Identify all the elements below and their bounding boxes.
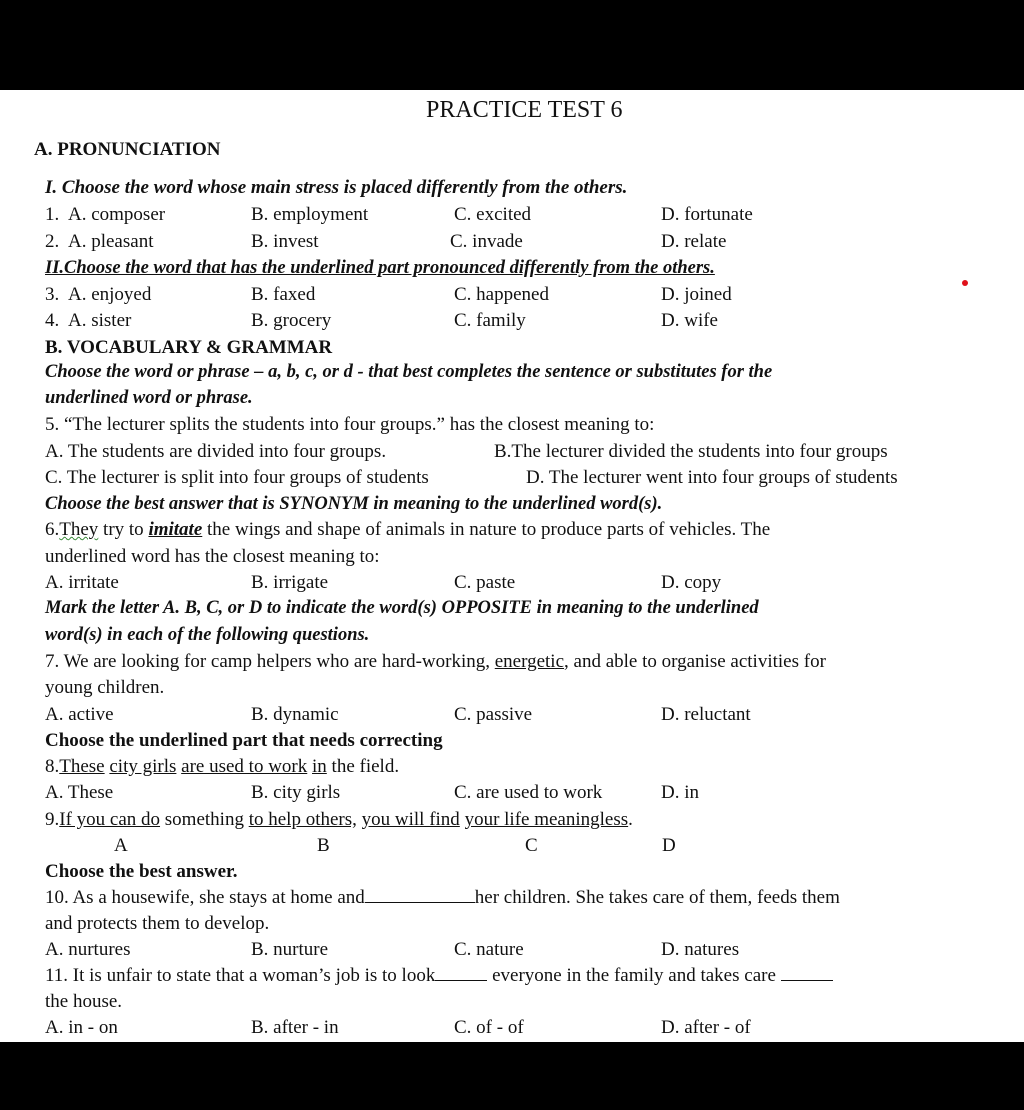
q9-part-a: If you can do [59,809,161,830]
q9-number: 9. [45,809,60,830]
q6-number: 6. [45,519,60,540]
q8-option-c: C. are used to work [454,782,603,803]
q8-option-d: D. in [661,782,699,803]
q8-part-a: These [59,756,105,777]
q4-option-a: A. sister [68,310,132,331]
q7-text-b: , and able to organise activities for [564,651,826,672]
q3-option-a: A. enjoyed [68,284,152,305]
q10-text-b: her children. She takes care of them, feeds them [474,887,840,908]
q5-option-a: A. The students are divided into four groups. [45,441,387,462]
q1-option-c: C. excited [454,204,532,225]
q9-part-d: your life meaningless [464,809,629,830]
q3-option-d: D. joined [661,284,732,305]
q11-option-a: A. in - on [45,1017,118,1038]
q4-option-b: B. grocery [251,310,332,331]
q5-option-d: D. The lecturer went into four groups of students [526,467,898,488]
q10-option-c: C. nature [454,939,524,960]
instruction-1-line2: underlined word or phrase. [45,388,253,408]
part2-instruction: II.Choose the word that has the underlined part pronounced differently from the others. [45,258,715,278]
q11-line2: the house. [45,991,123,1012]
q2-option-b: B. invest [251,231,319,252]
q9-letter-a: A [114,835,128,856]
part1-instruction: I. Choose the word whose main stress is placed differently from the others. [45,177,628,198]
q9-part-c: you will find [361,809,460,830]
q7-option-c: C. passive [454,704,533,725]
q4-option-d: D. wife [661,310,718,331]
q11-line1 [45,964,833,988]
q7-option-a: A. active [45,704,114,725]
q3-number: 3. [45,284,60,305]
q10-line1 [45,886,840,910]
section-a-heading: A. PRONUNCIATION [34,139,221,160]
q10-text-a: 10. As a housewife, she stays at home and [45,887,365,908]
q9-letter-c: C [525,835,538,856]
page-title: PRACTICE TEST 6 [426,97,623,123]
q11-option-c: C. of - of [454,1017,524,1038]
q11-answer-blank-1[interactable] [435,964,487,981]
q10-answer-blank[interactable] [365,886,475,903]
q8-option-a: A. These [45,782,114,803]
q6-text-b: the wings and shape of animals in nature to produce parts of vehicles. The [202,519,771,540]
q3-option-b: B. faxed [251,284,316,305]
q8-part-c: are used to work [181,756,308,777]
instruction-3-line1: Mark the letter A. B, C, or D to indicate the word(s) OPPOSITE in meaning to the underlined [45,598,759,618]
q2-option-d: D. relate [661,231,727,252]
q11-option-b: B. after - in [251,1017,339,1038]
q2-number: 2. [45,231,60,252]
instruction-5: Choose the best answer. [45,861,238,882]
q1-number: 1. [45,204,60,225]
q6-word-they: They [59,519,99,540]
q6-option-a: A. irritate [45,572,119,593]
q7-option-d: D. reluctant [661,704,751,725]
q6-option-b: B. irrigate [251,572,329,593]
q6-line1 [45,518,770,542]
q8-option-b: B. city girls [251,782,341,803]
q8-number: 8. [45,756,60,777]
worksheet-page [0,90,1024,1042]
q8-end: the field. [326,756,400,777]
q6-text-a: try to [98,519,149,540]
red-dot-mark [962,280,968,286]
q11-option-d: D. after - of [661,1017,751,1038]
q11-answer-blank-2[interactable] [781,964,833,981]
section-b-heading: B. VOCABULARY & GRAMMAR [45,337,333,358]
q9-sentence [45,808,633,832]
q7-line1 [45,650,826,674]
q5-stem: 5. “The lecturer splits the students into four groups.” has the closest meaning to: [45,414,655,435]
q10-line2: and protects them to develop. [45,913,270,934]
q7-text-a: 7. We are looking for camp helpers who are hard-working, [45,651,495,672]
q10-option-a: A. nurtures [45,939,131,960]
q8-sentence [45,755,399,779]
q9-letter-b: B [317,835,330,856]
q7-line2: young children. [45,677,165,698]
q4-option-c: C. family [454,310,526,331]
q6-line2: underlined word has the closest meaning to: [45,546,380,567]
q4-number: 4. [45,310,60,331]
instruction-4: Choose the underlined part that needs correcting [45,730,443,751]
instruction-1-line1: Choose the word or phrase – a, b, c, or d - that best completes the sentence or substitutes for the [45,362,773,382]
q6-option-d: D. copy [661,572,722,593]
q9-end: . [628,809,633,830]
q5-option-b: B.The lecturer divided the students into four groups [494,441,888,462]
q9-letter-d: D [662,835,676,856]
q2-option-a: A. pleasant [68,231,154,252]
q1-option-d: D. fortunate [661,204,753,225]
q8-part-d: in [312,756,327,777]
q7-option-b: B. dynamic [251,704,339,725]
q3-option-c: C. happened [454,284,549,305]
q1-option-a: A. composer [68,204,166,225]
instruction-3-line2: word(s) in each of the following questions. [45,625,370,645]
q6-option-c: C. paste [454,572,516,593]
q9-mid-1: something [160,809,249,830]
instruction-2: Choose the best answer that is SYNONYM in meaning to the underlined word(s). [45,494,663,514]
q10-option-b: B. nurture [251,939,329,960]
q5-option-c: C. The lecturer is split into four groups of students [45,467,429,488]
q7-underlined-word: energetic [494,651,565,672]
q8-part-b: city girls [109,756,177,777]
q6-underlined-word: imitate [148,519,203,540]
q11-text-a: 11. It is unfair to state that a woman’s job is to look [45,965,436,986]
q2-option-c: C. invade [450,231,523,252]
q9-part-b: to help others, [248,809,357,830]
q11-text-b: everyone in the family and takes care [492,965,776,986]
q1-option-b: B. employment [251,204,369,225]
q10-option-d: D. natures [661,939,740,960]
